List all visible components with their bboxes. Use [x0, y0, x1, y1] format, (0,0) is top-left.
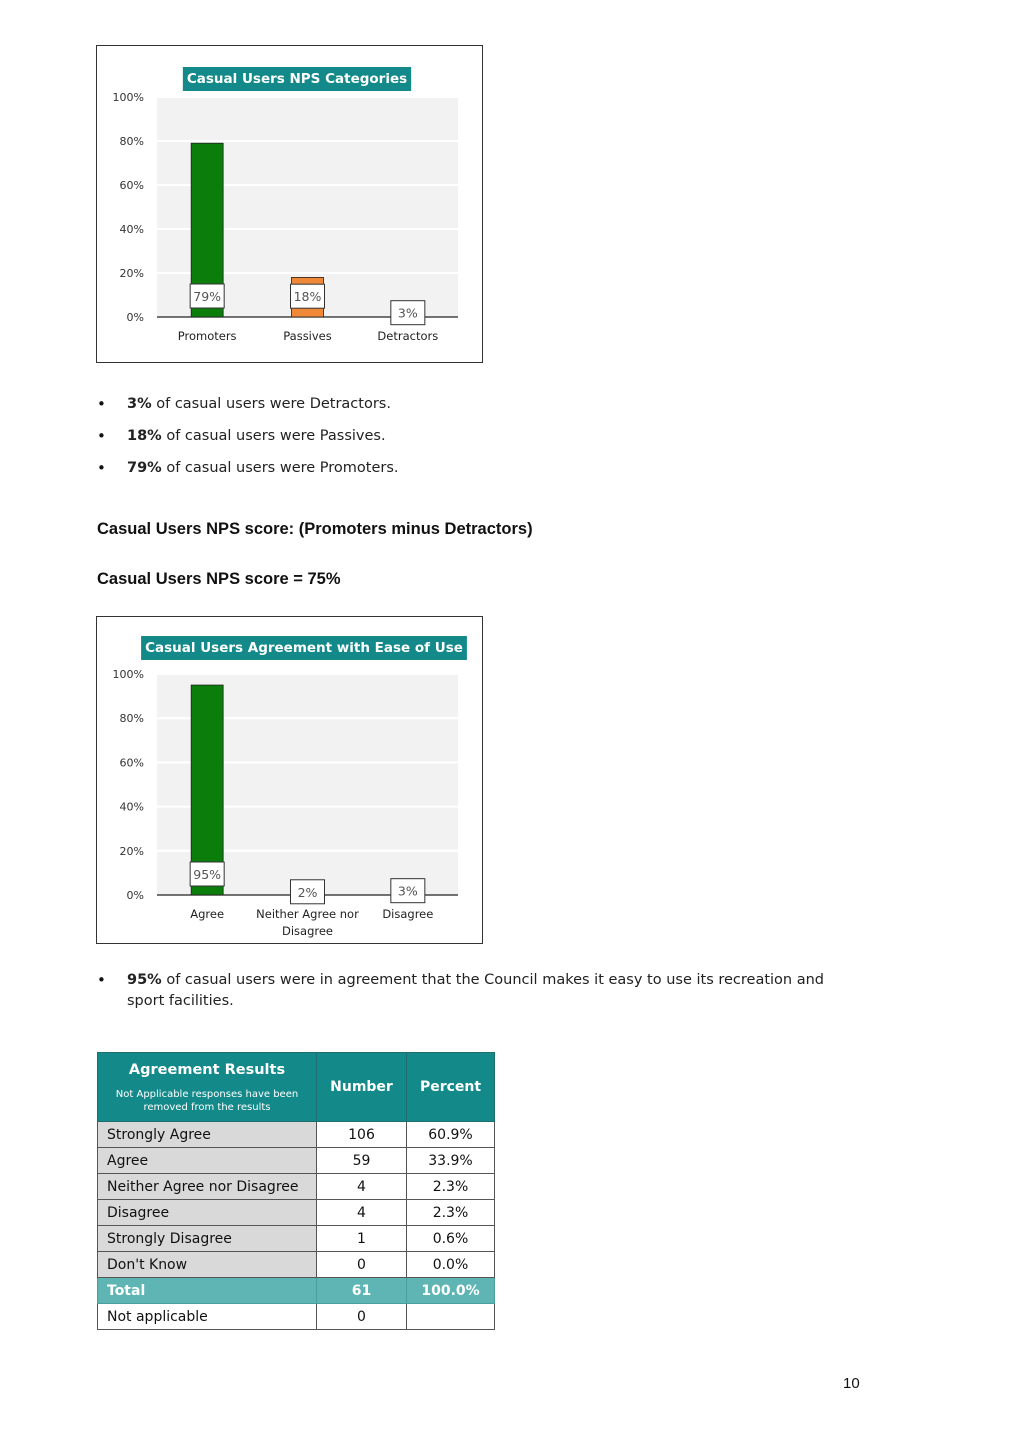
y-tick-label: 60% [119, 756, 144, 770]
table-header-title [98, 1053, 317, 1122]
chart-title: Casual Users Agreement with Ease of Use [145, 640, 463, 656]
row-number: 106 [317, 1122, 407, 1148]
table-row [98, 1148, 495, 1174]
table-row [98, 1174, 495, 1200]
data-label: 3% [397, 883, 418, 899]
row-number: 4 [317, 1200, 407, 1226]
category-label: Disagree [382, 907, 434, 921]
row-percent: 2.3% [407, 1200, 495, 1226]
y-tick-label: 0% [126, 311, 144, 324]
table-title: Agreement Results [128, 1062, 286, 1078]
row-label: Agree [98, 1148, 317, 1174]
row-label: Strongly Disagree [98, 1226, 317, 1252]
row-number: 0 [317, 1252, 407, 1278]
table-row [98, 1226, 495, 1252]
nps-score-heading: Casual Users NPS score = 75% [97, 570, 341, 588]
nps-formula-heading: Casual Users NPS score: (Promoters minus Detractors) [97, 520, 533, 538]
row-percent: 60.9% [407, 1122, 495, 1148]
row-percent: 33.9% [407, 1148, 495, 1174]
col-percent-header: Percent [407, 1053, 495, 1122]
bullet-passives: • 18% of casual users were Passives. [97, 426, 399, 447]
data-label: 18% [293, 289, 322, 305]
row-number: 4 [317, 1174, 407, 1200]
data-label: 95% [193, 867, 222, 882]
total-label: Total [98, 1278, 317, 1304]
category-label: Detractors [377, 329, 439, 343]
page-number: 10 [843, 1375, 860, 1392]
category-label: Disagree [281, 924, 334, 938]
nps-categories-chart [96, 45, 483, 363]
table-row [98, 1200, 495, 1226]
y-tick-label: 20% [119, 844, 144, 858]
ease-of-use-chart [96, 616, 483, 944]
total-number: 61 [317, 1278, 407, 1304]
table-row [98, 1252, 495, 1278]
row-number: 59 [317, 1148, 407, 1174]
row-label: Disagree [98, 1200, 317, 1226]
data-label: 79% [193, 289, 222, 304]
y-tick-label: 80% [119, 135, 144, 148]
nps-bullets [97, 394, 399, 479]
row-number: 1 [317, 1226, 407, 1252]
y-tick-label: 100% [112, 91, 144, 104]
table-note: Not Applicable responses have been removed from the results [115, 1089, 299, 1113]
category-label: Promoters [177, 329, 237, 343]
ease-of-use-chart-svg [97, 617, 482, 943]
table-row [98, 1122, 495, 1148]
data-label: 2% [297, 884, 318, 900]
chart-title: Casual Users NPS Categories [186, 71, 408, 87]
category-label: Passives [283, 329, 332, 343]
category-label: Neither Agree nor [256, 907, 359, 921]
total-percent: 100.0% [407, 1278, 495, 1304]
na-label: Not applicable [98, 1304, 317, 1330]
row-label: Don't Know [98, 1252, 317, 1278]
agreement-results-table [97, 1052, 495, 1330]
row-percent: 0.6% [407, 1226, 495, 1252]
na-percent [407, 1304, 495, 1330]
na-number: 0 [317, 1304, 407, 1330]
ease-bullets [97, 970, 857, 1012]
y-tick-label: 0% [126, 889, 144, 902]
data-label: 3% [397, 305, 418, 321]
y-tick-label: 40% [119, 223, 144, 236]
table-total-row [98, 1278, 495, 1304]
y-tick-label: 80% [119, 712, 144, 726]
bullet-agreement: • 95% of casual users were in agreement that the Council makes it easy to use its recreation and sport facilities. [97, 970, 857, 1012]
y-tick-label: 60% [119, 179, 144, 192]
table-not-applicable-row [98, 1304, 495, 1330]
row-label: Neither Agree nor Disagree [98, 1174, 317, 1200]
bullet-promoters: • 79% of casual users were Promoters. [97, 458, 399, 479]
y-tick-label: 40% [119, 800, 144, 814]
y-tick-label: 20% [119, 267, 144, 280]
category-label: Agree [190, 907, 225, 921]
row-percent: 2.3% [407, 1174, 495, 1200]
nps-categories-chart-svg [97, 46, 482, 362]
y-tick-label: 100% [112, 668, 144, 681]
row-label: Strongly Agree [98, 1122, 317, 1148]
col-number-header: Number [317, 1053, 407, 1122]
row-percent: 0.0% [407, 1252, 495, 1278]
bullet-detractors: • 3% of casual users were Detractors. [97, 394, 399, 415]
